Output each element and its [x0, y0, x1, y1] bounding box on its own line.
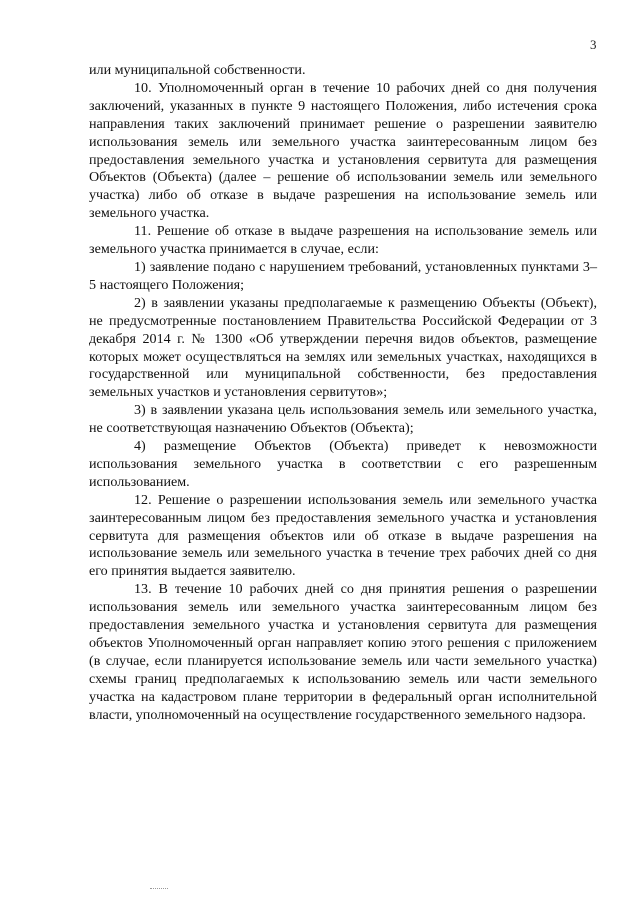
subitem-11-4: 4) размещение Объектов (Объекта) приведет к невозможности использования земельного участка в соответствии с его разрешенным использованием. — [89, 438, 597, 490]
paragraph-item-13: 13. В течение 10 рабочих дней со дня принятия решения о разрешении использования земель или земельного участка заинтересованным лицом без предоставления земельного участка и установления сервитута для размещения объектов Уполномоченный орган направляет копию этого решения с приложением (в случае, если планируется использование земель или части земельного участка) схемы границ предполагаемых к использованию земель или части земельного участка на кадастровом плане территории в федеральный орган исполнительной власти, уполномоченный на осуществление государственного земельного надзора. — [89, 581, 597, 723]
paragraph-item-11: 11. Решение об отказе в выдаче разрешения на использование земель или земельного участка принимается в случае, если: — [89, 223, 597, 258]
scan-artifact — [150, 888, 168, 890]
subitem-11-2: 2) в заявлении указаны предполагаемые к размещению Объекты (Объект), не предусмотренные постановлением Правительства Российской Федерации от 3 декабря 2014 г. № 1300 «Об утверждении перечня видов объектов, размещение которых может осуществляться на землях или земельных участках, находящихся в государственной или муниципальной собственности, без предоставления земельных участков и установления сервитутов»; — [89, 294, 597, 401]
subitem-11-1: 1) заявление подано с нарушением требований, установленных пунктами 3–5 настоящего Положения; — [89, 258, 597, 293]
document-body — [89, 62, 597, 725]
paragraph-item-12: 12. Решение о разрешении использования земель или земельного участка заинтересованным лицом без предоставления земельного участка и установления сервитута для размещения объектов или об отказе в выдаче разрешения на использование земель или земельного участка в течение трех рабочих дней со дня его принятия выдается заявителю. — [89, 491, 597, 580]
subitem-11-3: 3) в заявлении указана цель использования земель или земельного участка, не соответствующая назначению Объектов (Объекта); — [89, 402, 597, 437]
paragraph-continuation: или муниципальной собственности. — [89, 62, 306, 78]
paragraph-item-10: 10. Уполномоченный орган в течение 10 рабочих дней со дня получения заключений, указанных в пункте 9 настоящего Положения, либо истечения срока направления таких заключений принимает решение о разрешении заявителю использования земель или земельного участка заинтересованным лицом без предоставления земельного участка и установления сервитута для размещения Объектов (Объекта) (далее – решение об использовании земель или земельного участка) либо об отказе в выдаче разрешения на использование земель или земельного участка. — [89, 79, 597, 222]
page-number: 3 — [590, 37, 597, 52]
